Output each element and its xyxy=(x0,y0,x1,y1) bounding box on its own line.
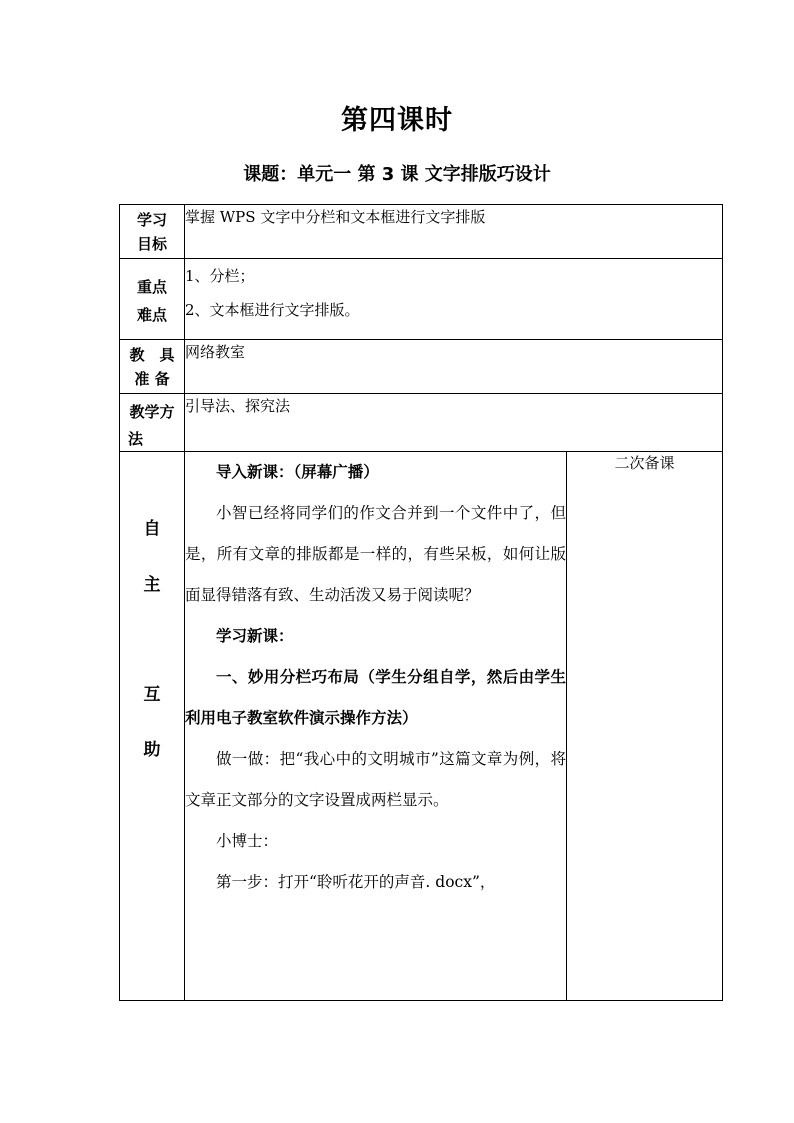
teaching-method-content: 引导法、探究法 xyxy=(185,394,723,452)
intro-paragraph: 小智已经将同学们的作文合并到一个文件中了，但是，所有文章的排版都是一样的，有些呆板，如何让版面显得错落有致、生动活泼又易于阅读呢？ xyxy=(185,504,566,604)
label-line: 教 具 xyxy=(129,346,175,364)
label-teaching-method xyxy=(120,394,185,452)
task-paragraph: 做一做：把“我心中的文明城市”这篇文章为例，将文章正文部分的文字设置成两栏显示。 xyxy=(185,750,566,809)
section-note: （学生分组自学，然后由学生利用电子教室软件演示操作方法） xyxy=(185,668,566,727)
label-teaching-tools xyxy=(120,340,185,394)
row-key-points xyxy=(120,259,723,340)
tip-label: 小博士： xyxy=(216,832,279,850)
teaching-tools-content: 网络教室 xyxy=(185,340,723,394)
row-learning-goal xyxy=(120,205,723,259)
label-line: 目标 xyxy=(136,235,167,253)
section-title: 一、妙用分栏巧布局 xyxy=(216,668,360,686)
key-points-content xyxy=(185,259,723,340)
lesson-plan-table xyxy=(119,204,723,1001)
key-point-item: 1、分栏； xyxy=(185,267,255,285)
key-point-item: 2、文本框进行文字排版。 xyxy=(185,301,360,319)
row-teaching-method xyxy=(120,394,723,452)
intro-heading: 导入新课：（屏幕广播） xyxy=(216,463,379,481)
side-label-char: 自 xyxy=(143,519,161,539)
learning-goal-content: 掌握 WPS 文字中分栏和文本框进行文字排版 xyxy=(185,205,723,259)
label-learning-goal xyxy=(120,205,185,259)
lesson-body xyxy=(185,452,567,1001)
label-line: 教学方 xyxy=(129,403,175,421)
section-heading xyxy=(185,657,566,739)
label-line: 法 xyxy=(128,430,144,448)
side-label-char: 互 xyxy=(143,685,161,705)
step-paragraph: 第一步：打开“聆听花开的声音. docx”， xyxy=(216,873,496,891)
row-main-content xyxy=(120,452,723,1001)
lesson-subtitle: 课题：单元一 第 3 课 文字排版巧设计 xyxy=(243,164,551,185)
learn-heading: 学习新课： xyxy=(216,627,294,645)
label-key-points xyxy=(120,259,185,340)
side-label-column xyxy=(120,452,185,1001)
side-label-char: 助 xyxy=(143,740,161,760)
side-label-char: 主 xyxy=(143,575,161,595)
label-line: 难点 xyxy=(136,306,167,324)
label-line: 重点 xyxy=(136,278,167,296)
label-line: 学习 xyxy=(136,211,167,229)
page-title: 第四课时 xyxy=(341,105,453,136)
label-line: 准 备 xyxy=(134,370,170,388)
second-prep-header: 二次备课 xyxy=(567,452,723,1001)
row-teaching-tools xyxy=(120,340,723,394)
